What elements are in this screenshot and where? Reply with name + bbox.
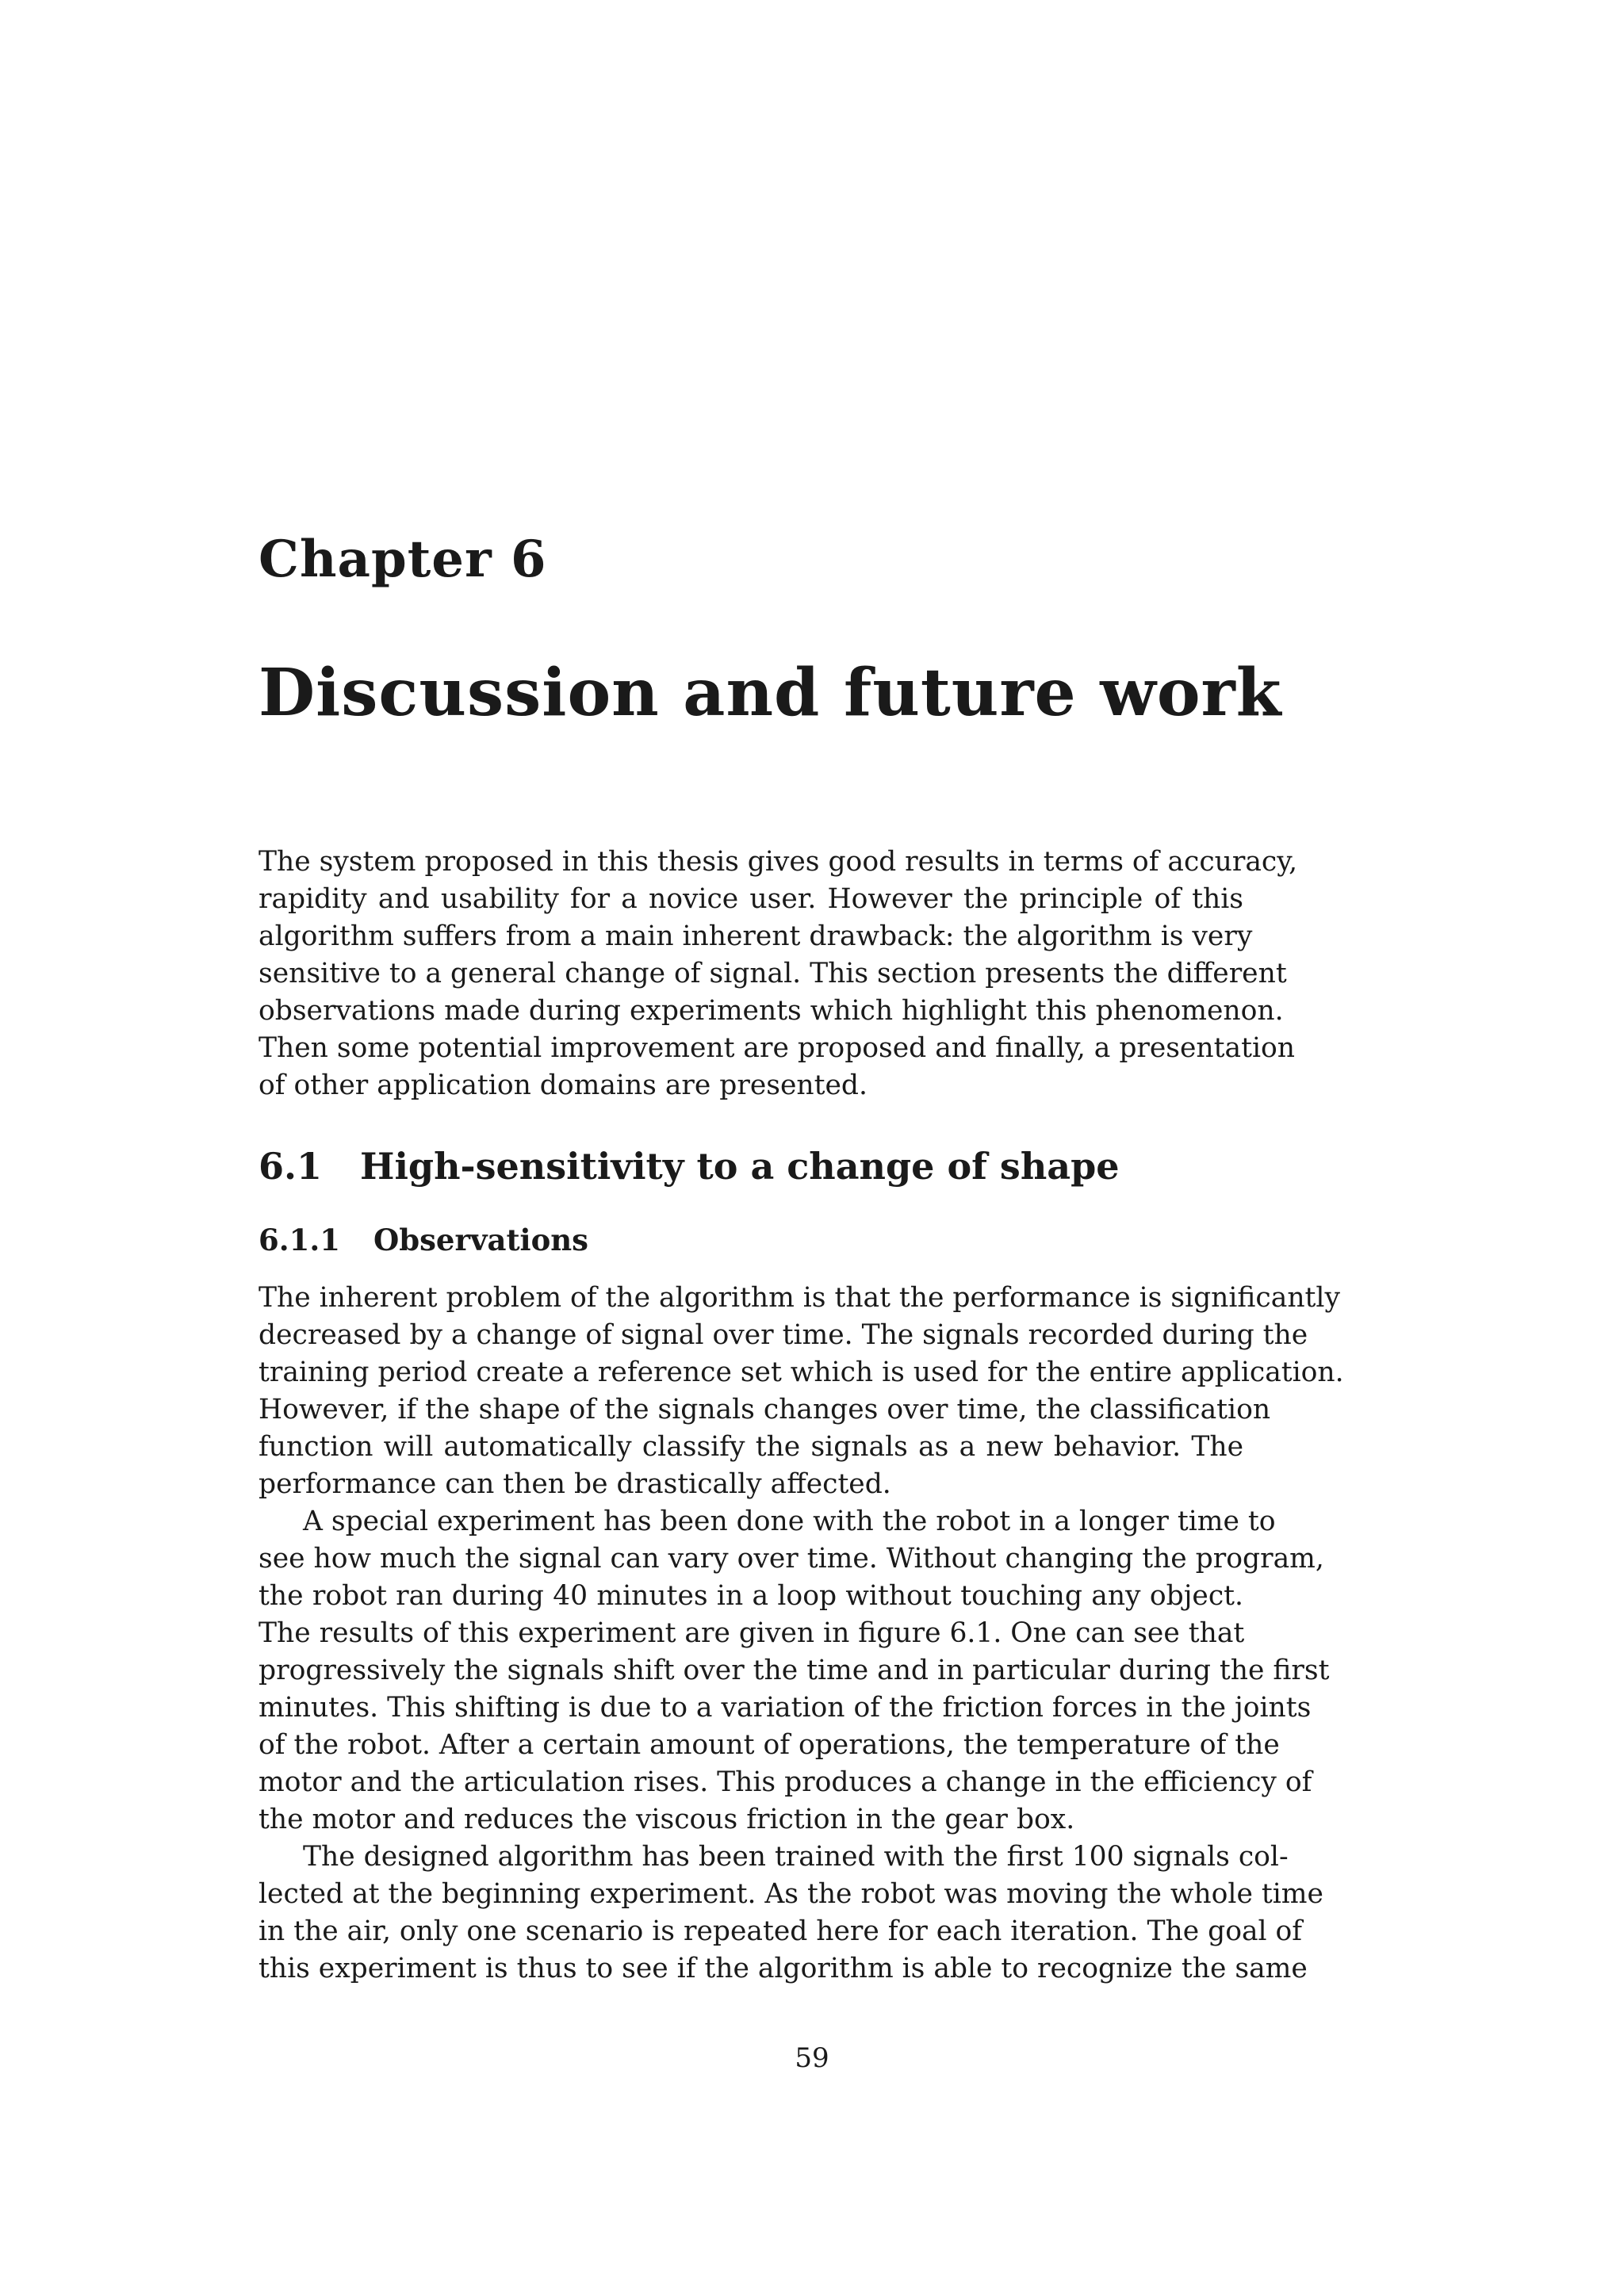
page-number: 59: [795, 2042, 829, 2074]
text-line: algorithm suffers from a main inherent drawback: the algorithm is very: [259, 920, 1253, 952]
text-line: training period create a reference set which is used for the entire application.: [259, 1357, 1344, 1388]
text-line: The inherent problem of the algorithm is that the performance is significantly: [259, 1282, 1340, 1314]
body-paragraph-3: [259, 1839, 1323, 1988]
subsection-title: Observations: [373, 1223, 588, 1257]
section-number: 6.1: [259, 1145, 323, 1188]
text-line: of the robot. After a certain amount of operations, the temperature of the: [259, 1729, 1280, 1761]
text-line: in the air, only one scenario is repeated here for each iteration. The goal of: [259, 1915, 1303, 1947]
text-line: this experiment is thus to see if the algorithm is able to recognize the same: [259, 1953, 1308, 1984]
text-line: of other application domains are presented.: [259, 1070, 868, 1101]
text-line: The designed algorithm has been trained with the first 100 signals col-: [303, 1841, 1289, 1873]
text-line: the motor and reduces the viscous friction in the gear box.: [259, 1804, 1075, 1835]
text-line: performance can then be drastically affected.: [259, 1468, 891, 1500]
text-line: function will automatically classify the signals as a new behavior. The: [259, 1431, 1243, 1463]
intro-paragraph: [259, 844, 1298, 1104]
text-line: sensitive to a general change of signal. This section presents the different: [259, 958, 1287, 989]
text-line: motor and the articulation rises. This produces a change in the efficiency of: [259, 1766, 1312, 1798]
section-title: High-sensitivity to a change of shape: [360, 1145, 1120, 1188]
text-line: The results of this experiment are given in figure 6.1. One can see that: [259, 1617, 1245, 1649]
text-line: lected at the beginning experiment. As the robot was moving the whole time: [259, 1878, 1323, 1910]
section-heading: [259, 1145, 1120, 1188]
text-line: minutes. This shifting is due to a variation of the friction forces in the joints: [259, 1692, 1312, 1724]
text-line: A special experiment has been done with the robot in a longer time to: [303, 1506, 1276, 1537]
text-line: Then some potential improvement are proposed and finally, a presentation: [259, 1032, 1295, 1064]
chapter-title: Discussion and future work: [259, 655, 1282, 731]
text-line: The system proposed in this thesis gives good results in terms of accuracy,: [259, 846, 1298, 878]
body-paragraph-2: [259, 1503, 1330, 1839]
chapter-label: Chapter 6: [259, 530, 547, 589]
body-paragraph-1: [259, 1280, 1344, 1503]
text-line: the robot ran during 40 minutes in a loop without touching any object.: [259, 1580, 1243, 1612]
subsection-heading: [259, 1223, 588, 1257]
subsection-number: 6.1.1: [259, 1223, 340, 1257]
text-line: progressively the signals shift over the time and in particular during the first: [259, 1655, 1330, 1686]
text-line: see how much the signal can vary over time. Without changing the program,: [259, 1543, 1324, 1575]
text-line: However, if the shape of the signals changes over time, the classification: [259, 1394, 1271, 1425]
text-line: decreased by a change of signal over time. The signals recorded during the: [259, 1319, 1308, 1351]
text-line: rapidity and usability for a novice user. However the principle of this: [259, 883, 1243, 915]
text-line: observations made during experiments which highlight this phenomenon.: [259, 995, 1284, 1027]
